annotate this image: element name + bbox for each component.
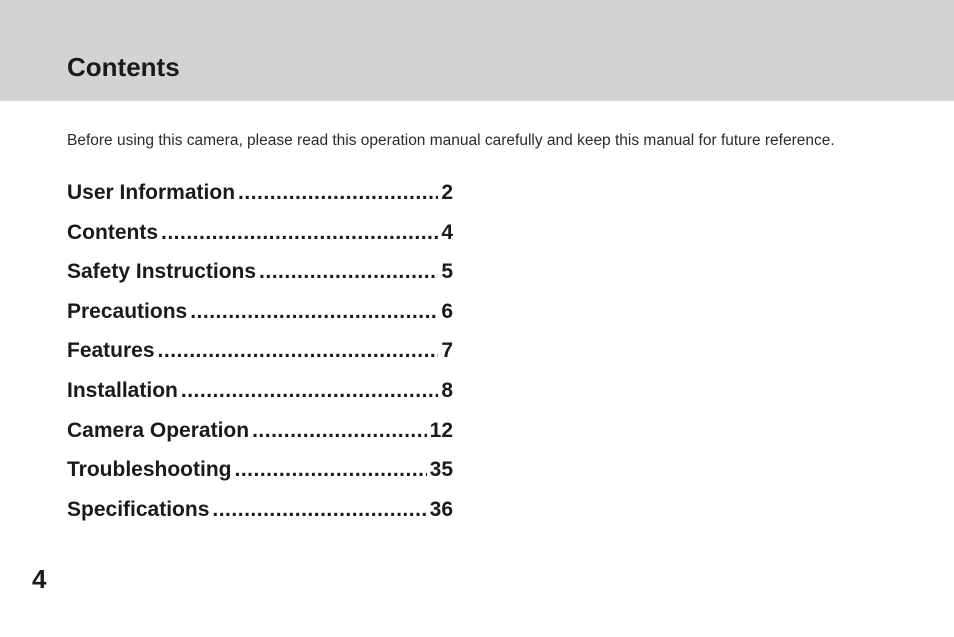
toc-entry-title: User Information <box>67 181 236 204</box>
toc-entry-page: 5 <box>441 260 453 284</box>
toc-entry-title: Troubleshooting <box>67 458 232 482</box>
toc-entry-page: 8 <box>441 378 453 402</box>
toc-dot-leader <box>212 495 426 525</box>
toc-dot-leader <box>158 336 439 366</box>
table-of-contents <box>67 178 453 534</box>
toc-dot-leader <box>252 416 427 446</box>
page-title: Contents <box>67 52 180 82</box>
toc-entry-title: Installation <box>67 378 178 402</box>
toc-entry-title: Camera Operation <box>67 418 250 442</box>
toc-dot-leader <box>190 297 438 327</box>
toc-entry-troubleshooting[interactable] <box>67 455 453 495</box>
intro-paragraph: Before using this camera, please read this operation manual carefully and keep this manual for future reference. <box>67 132 835 149</box>
toc-entry-precautions[interactable] <box>67 297 453 337</box>
toc-entry-safety-instructions[interactable] <box>67 257 453 297</box>
toc-entry-features[interactable] <box>67 336 453 376</box>
toc-dot-leader <box>181 376 438 406</box>
toc-entry-page: 35 <box>429 458 453 482</box>
toc-entry-page: 4 <box>441 220 453 244</box>
toc-entry-page: 7 <box>441 339 453 363</box>
toc-entry-page: 2 <box>441 181 453 204</box>
toc-dot-leader <box>259 257 438 287</box>
toc-entry-title: Contents <box>67 220 158 244</box>
toc-entry-title: Precautions <box>67 299 188 323</box>
toc-entry-page: 36 <box>429 497 453 521</box>
toc-entry-specifications[interactable] <box>67 495 453 535</box>
toc-dot-leader <box>238 178 438 208</box>
toc-entry-installation[interactable] <box>67 376 453 416</box>
toc-entry-contents[interactable] <box>67 218 453 258</box>
toc-entry-user-information[interactable] <box>67 178 453 218</box>
toc-entry-title: Safety Instructions <box>67 260 257 284</box>
toc-dot-leader <box>161 218 438 248</box>
toc-entry-title: Features <box>67 339 155 363</box>
toc-entry-page: 6 <box>441 299 453 323</box>
page-number: 4 <box>32 564 47 594</box>
toc-entry-title: Specifications <box>67 497 210 521</box>
toc-entry-page: 12 <box>429 418 453 442</box>
toc-entry-camera-operation[interactable] <box>67 416 453 456</box>
toc-dot-leader <box>234 455 426 485</box>
